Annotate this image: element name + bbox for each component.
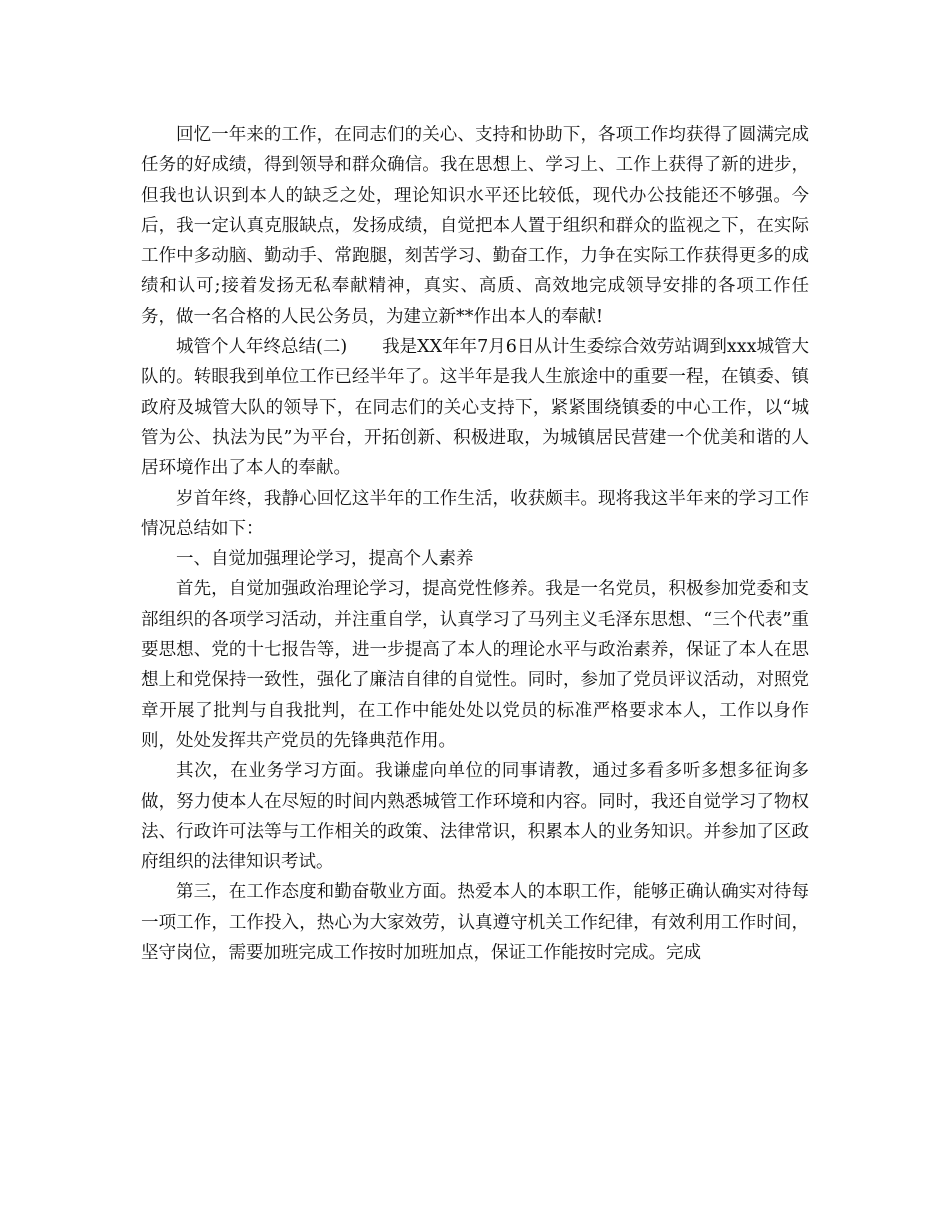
document-body (141, 120, 809, 968)
paragraph-business-study: 其次，在业务学习方面。我谦虚向单位的同事请教，通过多看多听多想多征询多做，努力使本人在尽短的时间内熟悉城管工作环境和内容。同时，我还自觉学习了物权法、行政许可法等与工作相关的政策、法律常识，积累本人的业务知识。并参加了区政府组织的法律知识考试。 (141, 761, 809, 873)
paragraph-year-end: 岁首年终，我静心回忆这半年的工作生活，收获颇丰。现将我这半年来的学习工作情况总结如下： (141, 488, 809, 539)
paragraph-work-attitude: 第三，在工作态度和勤奋敬业方面。热爱本人的本职工作，能够正确认确实对待每一项工作，工作投入，热心为大家效劳，认真遵守机关工作纪律，有效利用工作时间，坚守岗位，需要加班完成工作按时加班加点，保证工作能按时完成。完成 (141, 882, 809, 964)
paragraph-political-study: 首先，自觉加强政治理论学习，提高党性修养。我是一名党员，积极参加党委和支部组织的各项学习活动，并注重自学，认真学习了马列主义毛泽东思想、“三个代表”重要思想、党的十七报告等，进一步提高了本人的理论水平与政治素养，保证了本人在思想上和党保持一致性，强化了廉洁自律的自觉性。同时，参加了党员评议活动，对照党章开展了批判与自我批判，在工作中能处处以党员的标准严格要求本人，工作以身作则，处处发挥共产党员的先锋典范作用。 (141, 579, 809, 751)
paragraph-review: 回忆一年来的工作，在同志们的关心、支持和协助下，各项工作均获得了圆满完成任务的好成绩，得到领导和群众确信。我在思想上、学习上、工作上获得了新的进步，但我也认识到本人的缺乏之处，理论知识水平还比较低，现代办公技能还不够强。今后，我一定认真克服缺点，发扬成绩，自觉把本人置于组织和群众的监视之下，在实际工作中多动脑、勤动手、常跑腿，刻苦学习、勤奋工作，力争在实际工作获得更多的成绩和认可;接着发扬无私奉献精神，真实、高质、高效地完成领导安排的各项工作任务，做一名合格的人民公务员，为建立新**作出本人的奉献! (141, 125, 809, 327)
paragraph-summary-two-intro: 城管个人年终总结(二) 我是XX年年7月6日从计生委综合效劳站调到xxx城管大队的。转眼我到单位工作已经半年了。这半年是我人生旅途中的重要一程，在镇委、镇政府及城管大队的领导下，在同志们的关心支持下，紧紧围绕镇委的中心工作，以“城管为公、执法为民”为平台，开拓创新、积极进取，为城镇居民营建一个优美和谐的人居环境作出了本人的奉献。 (141, 337, 809, 479)
section-heading-theory-study: 一、自觉加强理论学习，提高个人素养 (176, 549, 474, 570)
